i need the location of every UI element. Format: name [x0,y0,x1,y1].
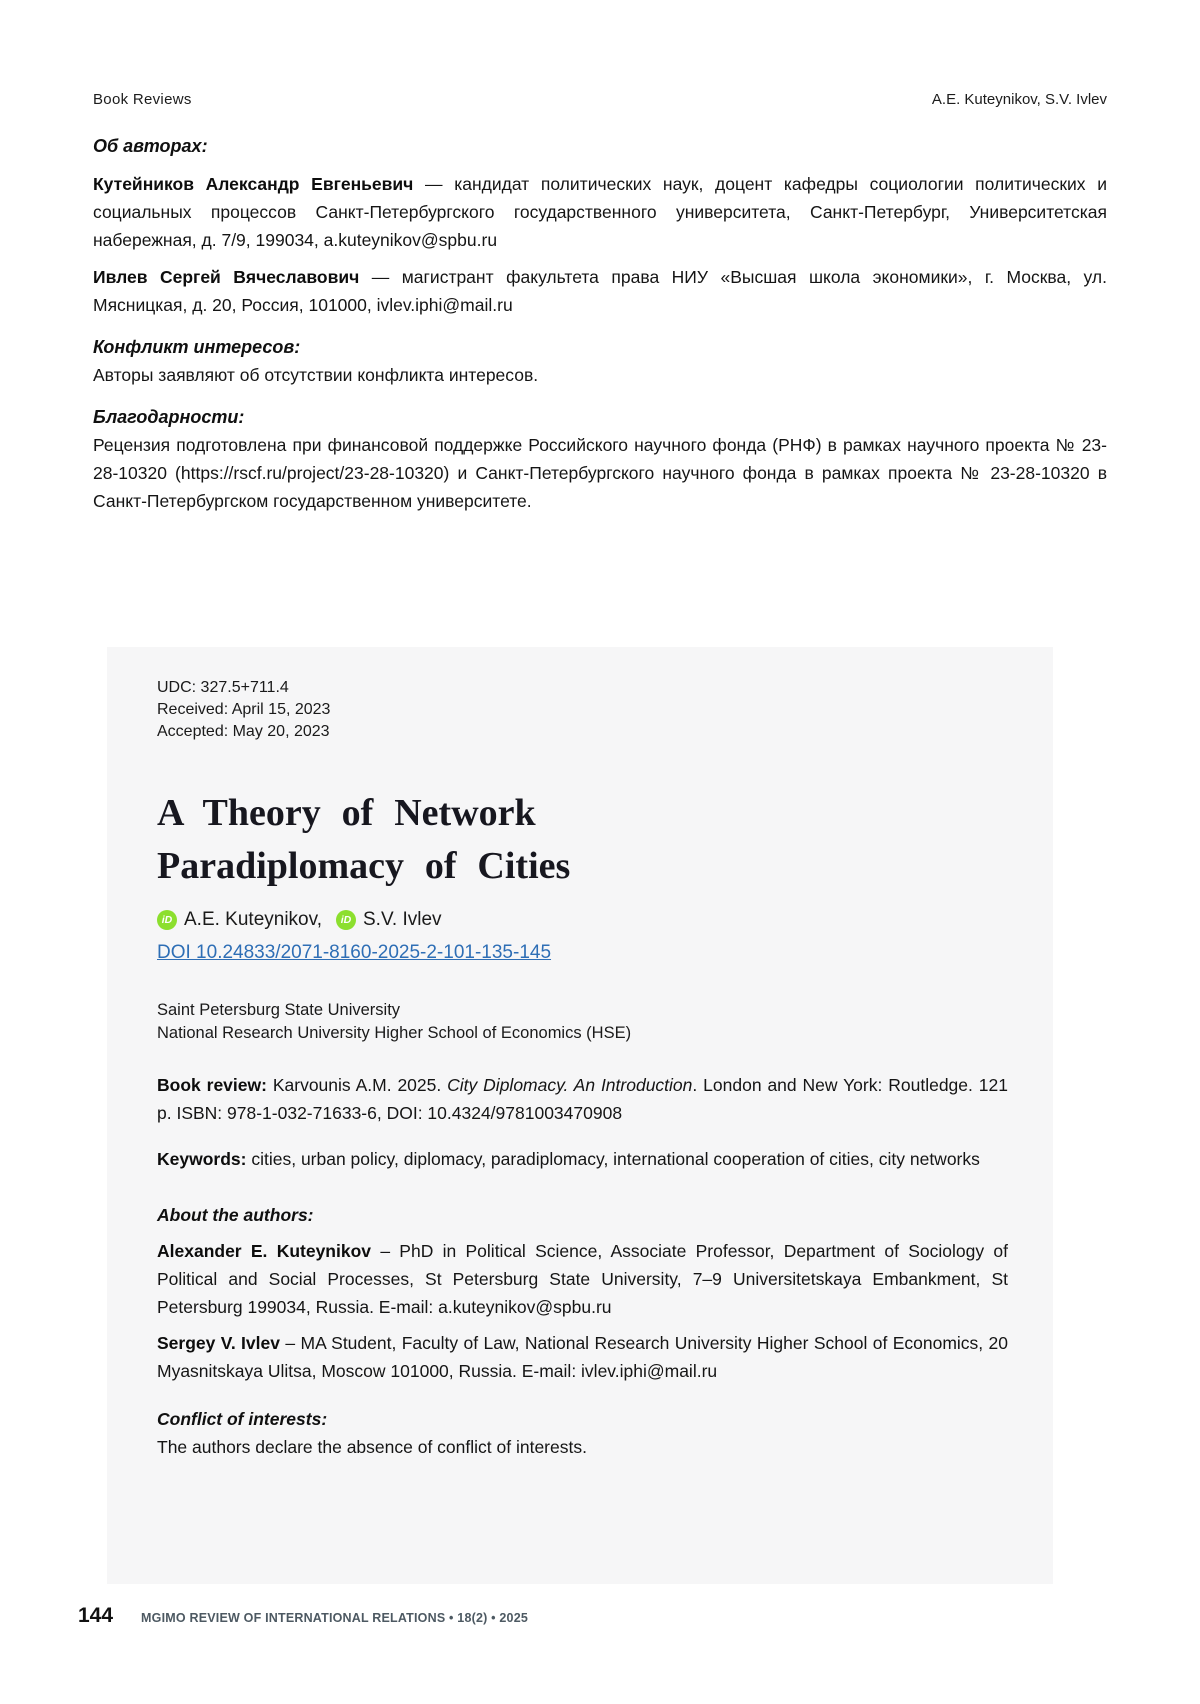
author-name-2: S.V. Ivlev [363,909,442,930]
card-meta [157,677,1008,743]
book-title-italic: City Diplomacy. An Introduction [447,1075,693,1095]
orcid-icon[interactable]: iD [336,910,356,930]
ru-author-paragraph-1 [93,170,1107,254]
ru-author-paragraph-2 [93,263,1107,319]
title-line-1: A Theory of Network [157,792,536,834]
orcid-icon[interactable]: iD [157,910,177,930]
en-author-paragraph-2 [157,1329,1008,1385]
en-author-paragraph-1 [157,1237,1008,1321]
acknowledgements-text: Рецензия подготовлена при финансовой поддержке Российского научного фонда (РНФ) в рамках научного проекта № 23-28-10320 (https://rscf.ru/project/23-28-10320) и Санкт-Петербургского научного фонда в рамках проекта № 23-28-10320 в Санкт-Петербургском государственном университете. [93,435,1107,511]
accepted-line: Accepted: May 20, 2023 [157,723,330,740]
ru-author-name-1: Кутейников Александр Евгеньевич [93,174,414,194]
author-item-1 [157,907,322,933]
page-number: 144 [78,1604,114,1627]
affiliation-line-1: Saint Petersburg State University [157,1001,401,1019]
title-line-2: Paradiplomacy of Cities [157,845,571,887]
book-review-post: . London and New York: Routledge. 121 p. ISBN: 978-1-032-71633-6, DOI: 10.4324/9781003470908 [157,1075,1008,1123]
keywords-text: cities, urban policy, diplomacy, paradiplomacy, international cooperation of cities, city networks [251,1149,980,1169]
keywords-paragraph [157,1145,1008,1173]
ru-author-name-2: Ивлев Сергей Вячеславович [93,267,360,287]
page-header [93,91,1107,108]
received-line: Received: April 15, 2023 [157,701,331,718]
en-author-name-1: Alexander E. Kuteynikov [157,1241,372,1261]
conflict-en-text: The authors declare the absence of conflict of interests. [157,1437,587,1457]
running-head-left: Book Reviews [93,91,192,108]
russian-section [93,132,1107,524]
author-name-1: A.E. Kuteynikov, [184,909,322,930]
affiliations [157,999,1008,1045]
affiliation-line-2: National Research University Higher School of Economics (HSE) [157,1024,632,1042]
authors-row [157,907,1008,933]
ru-author-info-1: — кандидат политических наук, доцент кафедры социологии политических и социальных процессов Санкт-Петербургского государственного университета, Санкт-Петербург, Университетская набережная, д. 7/9, 199034, a.kuteynikov@spbu.ru [93,174,1107,250]
book-review-label: Book review: [157,1075,267,1095]
conflict-ru-text: Авторы заявляют об отсутствии конфликта интересов. [93,365,539,385]
author-item-2 [336,907,442,933]
acknowledgements-heading: Благодарности: [93,407,245,427]
ru-author-info-2: — магистрант факультета права НИУ «Высшая школа экономики», г. Москва, ул. Мясницкая, д. 20, Россия, 101000, ivlev.iphi@mail.ru [93,267,1107,315]
en-author-name-2: Sergey V. Ivlev [157,1333,280,1353]
journal-title-line: MGIMO REVIEW OF INTERNATIONAL RELATIONS • 18(2) • 2025 [141,1611,529,1625]
en-author-info-2: – MA Student, Faculty of Law, National Research University Higher School of Economics, 20 Myasnitskaya Ulitsa, Moscow 101000, Russia. E-mail: ivlev.iphi@mail.ru [157,1333,1008,1381]
udc-line: UDC: 327.5+711.4 [157,679,289,696]
article-card [107,647,1053,1584]
keywords-label: Keywords: [157,1149,247,1169]
conflict-en-heading: Conflict of interests: [157,1409,328,1429]
en-author-info-1: – PhD in Political Science, Associate Professor, Department of Sociology of Political and Social Processes, St Petersburg State University, 7–9 Universitetskaya Embankment, St Petersburg 199034, Russia. E-mail: a.kuteynikov@spbu.ru [157,1241,1008,1317]
about-authors-en-heading: About the authors: [157,1205,314,1225]
running-head-right: A.E. Kuteynikov, S.V. Ivlev [931,91,1107,108]
about-authors-ru-heading: Об авторах: [93,136,208,156]
page-footer [78,1604,528,1628]
doi-link[interactable]: DOI 10.24833/2071-8160-2025-2-101-135-145 [157,942,552,963]
book-review-pre: Karvounis A.M. 2025. [272,1075,442,1095]
book-review-paragraph [157,1071,1008,1127]
conflict-ru-heading: Конфликт интересов: [93,337,301,357]
article-title [157,787,1008,893]
